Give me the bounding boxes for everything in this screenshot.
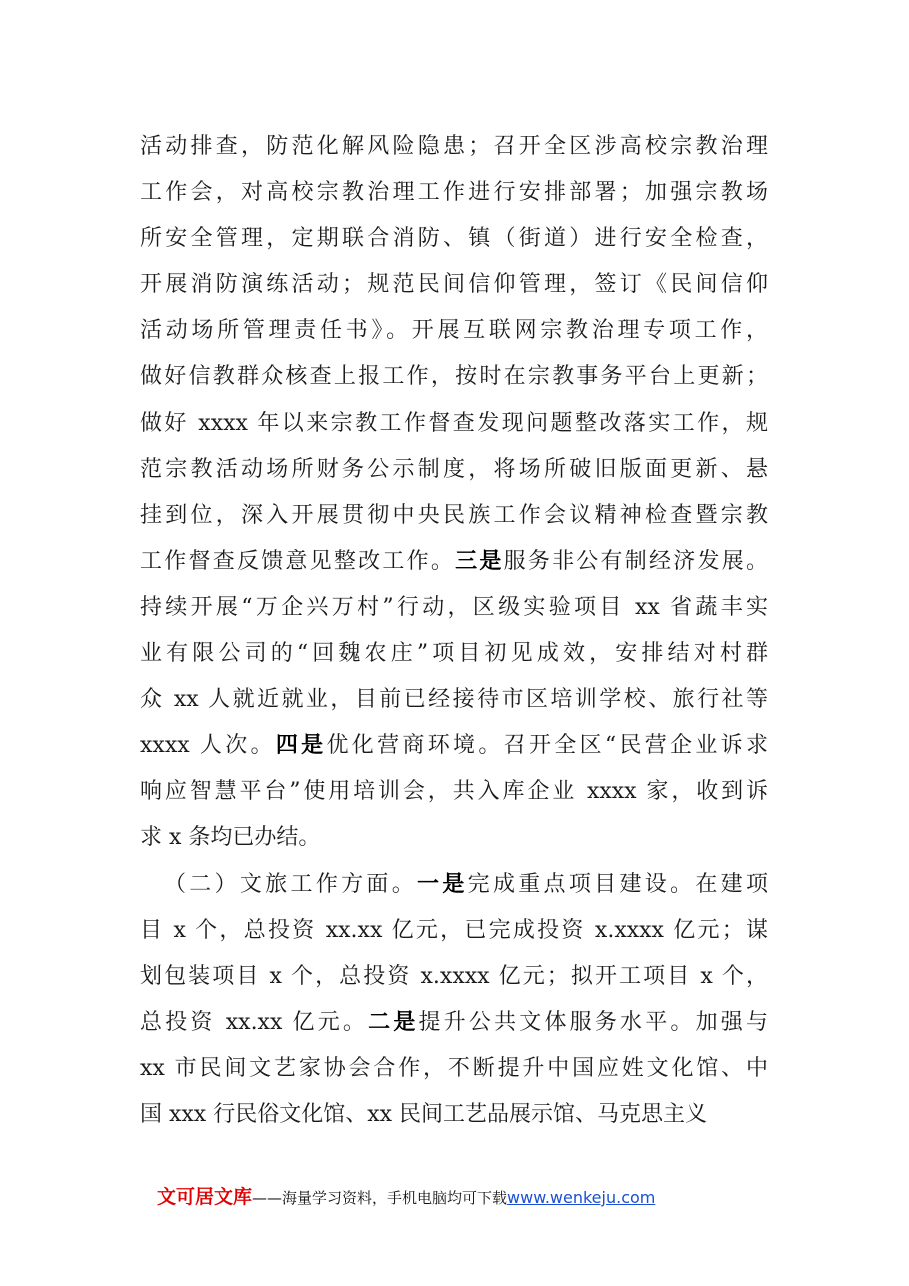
text-line [140, 1000, 768, 1046]
text-line [140, 170, 768, 216]
text-segment: 做好 xxxx 年以来宗教工作督查发现问题整改落实工作，规 [140, 410, 768, 436]
text-line [140, 216, 768, 262]
text-segment: 活动场所管理责任书》。开展互联网宗教治理专项工作， [140, 318, 768, 344]
text-segment: 提升公共文体服务水平。加强与 [418, 1009, 768, 1035]
text-line [140, 815, 768, 861]
text-line [140, 769, 768, 815]
text-line [140, 631, 768, 677]
text-segment: 做好信教群众核查上报工作，按时在宗教事务平台上更新； [140, 364, 768, 390]
text-segment: 目 x 个，总投资 xx.xx 亿元，已完成投资 x.xxxx 亿元；谋 [140, 917, 768, 943]
text-line [140, 401, 768, 447]
text-line [140, 862, 768, 908]
text-segment: xxxx 人次。 [140, 733, 276, 759]
text-segment: 所安全管理，定期联合消防、镇（街道）进行安全检查， [140, 226, 768, 252]
footer-link[interactable]: www.wenkeju.com [507, 1188, 656, 1207]
text-line [140, 539, 768, 585]
bold-keyword: 三是 [455, 548, 504, 574]
text-segment: 开展消防演练活动；规范民间信仰管理，签订《民间信仰 [140, 272, 768, 298]
text-line [140, 677, 768, 723]
text-line [140, 1092, 768, 1138]
text-line [140, 493, 768, 539]
text-segment: （二）文旅工作方面。 [164, 871, 418, 897]
text-segment: 响应智慧平台”使用培训会，共入库企业 xxxx 家，收到诉 [140, 779, 768, 805]
text-line [140, 262, 768, 308]
bold-keyword: 四是 [275, 733, 327, 759]
text-line [140, 908, 768, 954]
text-segment: 完成重点项目建设。在建项 [467, 871, 768, 897]
text-segment: 活动排查，防范化解风险隐患；召开全区涉高校宗教治理 [140, 134, 768, 159]
text-segment: 挂到位，深入开展贯彻中央民族工作会议精神检查暨宗教 [140, 502, 768, 528]
text-segment: 国 xxx 行民俗文化馆、xx 民间工艺品展示馆、马克思主义 [140, 1101, 708, 1127]
text-line [140, 723, 768, 769]
text-segment: 总投资 xx.xx 亿元。 [140, 1009, 369, 1035]
bold-keyword: 二是 [368, 1009, 419, 1035]
text-segment: 服务非公有制经济发展。 [503, 548, 768, 574]
footer-slogan: ——海量学习资料，手机电脑均可下载 [252, 1189, 508, 1207]
text-line [140, 1046, 768, 1092]
text-segment: 业有限公司的“回魏农庄”项目初见成效，安排结对村群 [140, 641, 768, 667]
text-segment: xx 市民间文艺家协会合作，不断提升中国应姓文化馆、中 [140, 1055, 768, 1081]
text-segment: 工作会，对高校宗教治理工作进行安排部署；加强宗教场 [140, 180, 768, 206]
text-segment: 范宗教活动场所财务公示制度，将场所破旧版面更新、悬 [140, 456, 768, 482]
text-line [140, 447, 768, 493]
text-segment: 优化营商环境。召开全区“民营企业诉求 [326, 733, 768, 759]
document-page [140, 124, 768, 1138]
text-segment: 众 xx 人就近就业，目前已经接待市区培训学校、旅行社等 [140, 687, 768, 713]
text-segment: 工作督查反馈意见整改工作。 [140, 548, 456, 574]
text-line [140, 308, 768, 354]
text-line [140, 124, 768, 170]
footer-brand: 文可居文库 [157, 1186, 253, 1208]
text-segment: 持续开展“万企兴万村”行动，区级实验项目 xx 省蔬丰实 [140, 594, 768, 620]
text-line [140, 954, 768, 1000]
text-line [140, 354, 768, 400]
text-segment: 求 x 条均已办结。 [140, 825, 321, 851]
footer-banner [157, 1182, 797, 1212]
bold-keyword: 一是 [417, 871, 468, 897]
text-segment: 划包装项目 x 个，总投资 x.xxxx 亿元；拟开工项目 x 个， [140, 963, 768, 989]
text-line [140, 585, 768, 631]
document-body [140, 124, 768, 1138]
